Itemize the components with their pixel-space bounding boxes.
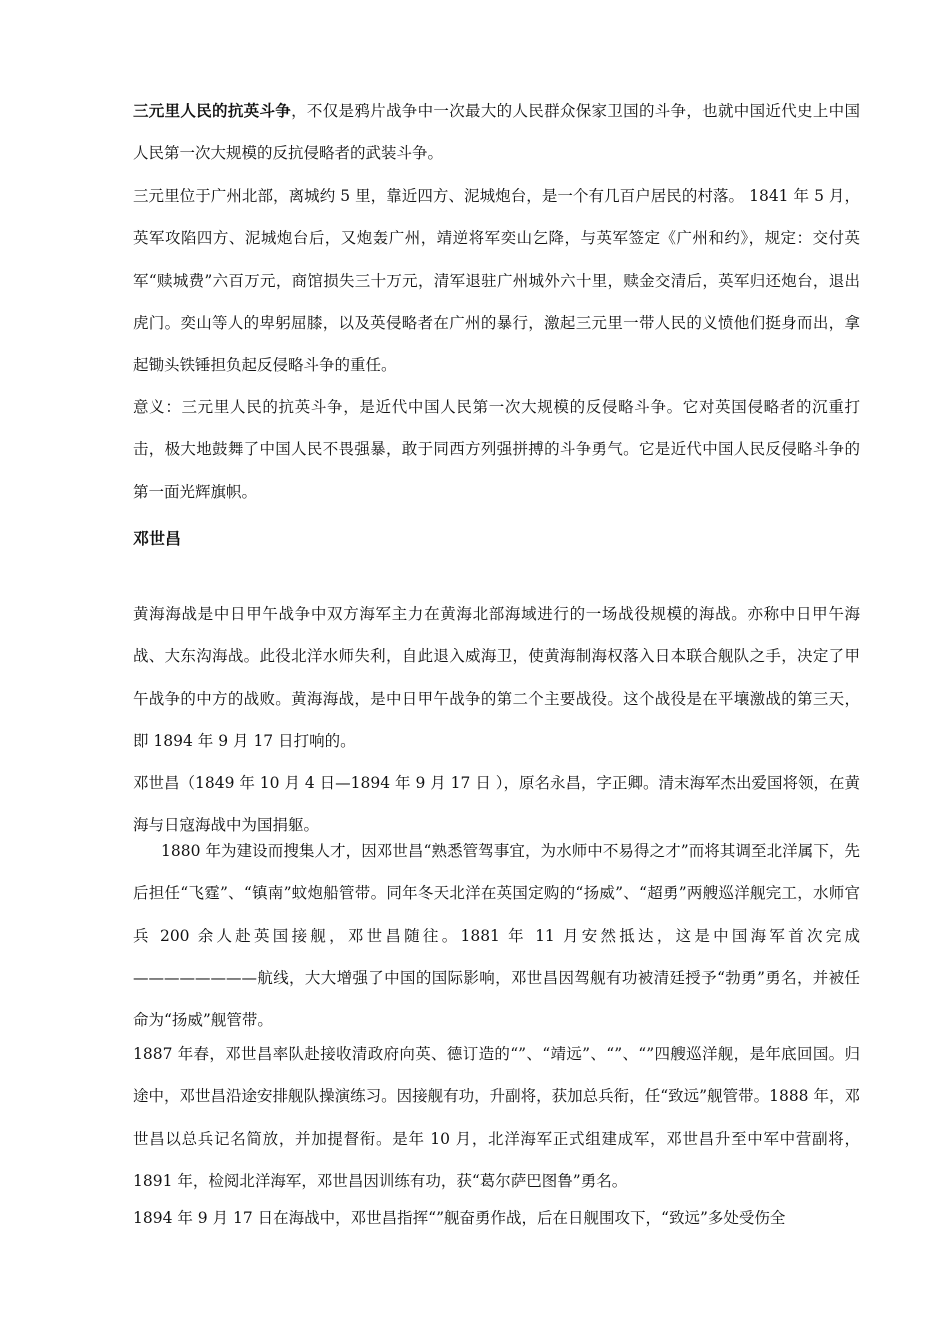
paragraph-deng-bio: 邓世昌（1849 年 10 月 4 日—1894 年 9 月 17 日 ），原名永昌，字正卿。清末海军杰出爱国将领，在黄海与日寇海战中为国捐躯。	[133, 774, 861, 835]
paragraph-bold-lead: 三元里人民的抗英斗争	[133, 102, 292, 120]
paragraph-1880: 1880 年为建设而搜集人才，因邓世昌“熟悉管驾事宜，为水师中不易得之才”而将其调至北洋属下，先后担任“飞霆”、“镇南”蚊炮船管带。同年冬天北洋在英国定购的“扬威”、“超勇”两艘巡洋舰完工，水师官兵 200 余人赴英国接舰，邓世昌随往。1881 年 11 月安然抵达，这是中国海军首次完成————————航线，大大增强了中国的国际影响，邓世昌因驾舰有功被清廷授予“勃勇”勇名，并被任命为“扬威”舰管带。	[133, 842, 860, 1030]
paragraph-sanyuanli-background: 三元里位于广州北部，离城约 5 里，靠近四方、泥城炮台，是一个有几百户居民的村落。 1841 年 5 月，英军攻陷四方、泥城炮台后，又炮轰广州，靖逆将军奕山乞降，与英军签定《广州和约》，规定：交付英军“赎城费”六百万元，商馆损失三十万元，清军退驻广州城外六十里，赎金交清后，英军归还炮台，退出虎门。奕山等人的卑躬屈膝，以及英侵略者在广州的暴行，激起三元里一带人民的义愤他们挺身而出，拿起锄头铁锤担负起反侵略斗争的重任。	[133, 187, 860, 375]
section-heading-deng-shichang: 邓世昌	[133, 529, 182, 548]
paragraph-1887: 1887 年春，邓世昌率队赴接收清政府向英、德订造的“”、“靖远”、“”、“”四艘巡洋舰，是年底回国。归途中，邓世昌沿途安排舰队操演练习。因接舰有功，升副将，获加总兵衔，任“致远”舰管带。1888 年，邓世昌以总兵记名简放，并加提督衔。是年 10 月，北洋海军正式组建成军，邓世昌升至中军中营副将，1891 年，检阅北洋海军，邓世昌因训练有功，获“葛尔萨巴图鲁”勇名。	[133, 1045, 860, 1190]
paragraph-yellow-sea-battle: 黄海海战是中日甲午战争中双方海军主力在黄海北部海域进行的一场战役规模的海战。亦称中日甲午海战、大东沟海战。此役北洋水师失利，自此退入威海卫，使黄海制海权落入日本联合舰队之手，决定了甲午战争的中方的战败。黄海海战，是中日甲午战争的第二个主要战役。这个战役是在平壤激战的第三天，即 1894 年 9 月 17 日打响的。	[133, 605, 860, 750]
paragraph-sanyuanli-significance: 意义：三元里人民的抗英斗争，是近代中国人民第一次大规模的反侵略斗争。它对英国侵略者的沉重打击，极大地鼓舞了中国人民不畏强暴，敢于同西方列强拼搏的斗争勇气。它是近代中国人民反侵略斗争的第一面光辉旗帜。	[133, 398, 860, 501]
paragraph-sanyuanli-intro	[133, 90, 860, 175]
paragraph-1894: 1894 年 9 月 17 日在海战中，邓世昌指挥“”舰奋勇作战，后在日舰围攻下，“致远”多处受伤全	[133, 1209, 786, 1227]
paragraph-text: ，不仅是鸦片战争中一次最大的人民群众保家卫国的斗争，也就中国近代史上中国人民第一次大规模的反抗侵略者的武装斗争。	[133, 102, 860, 163]
